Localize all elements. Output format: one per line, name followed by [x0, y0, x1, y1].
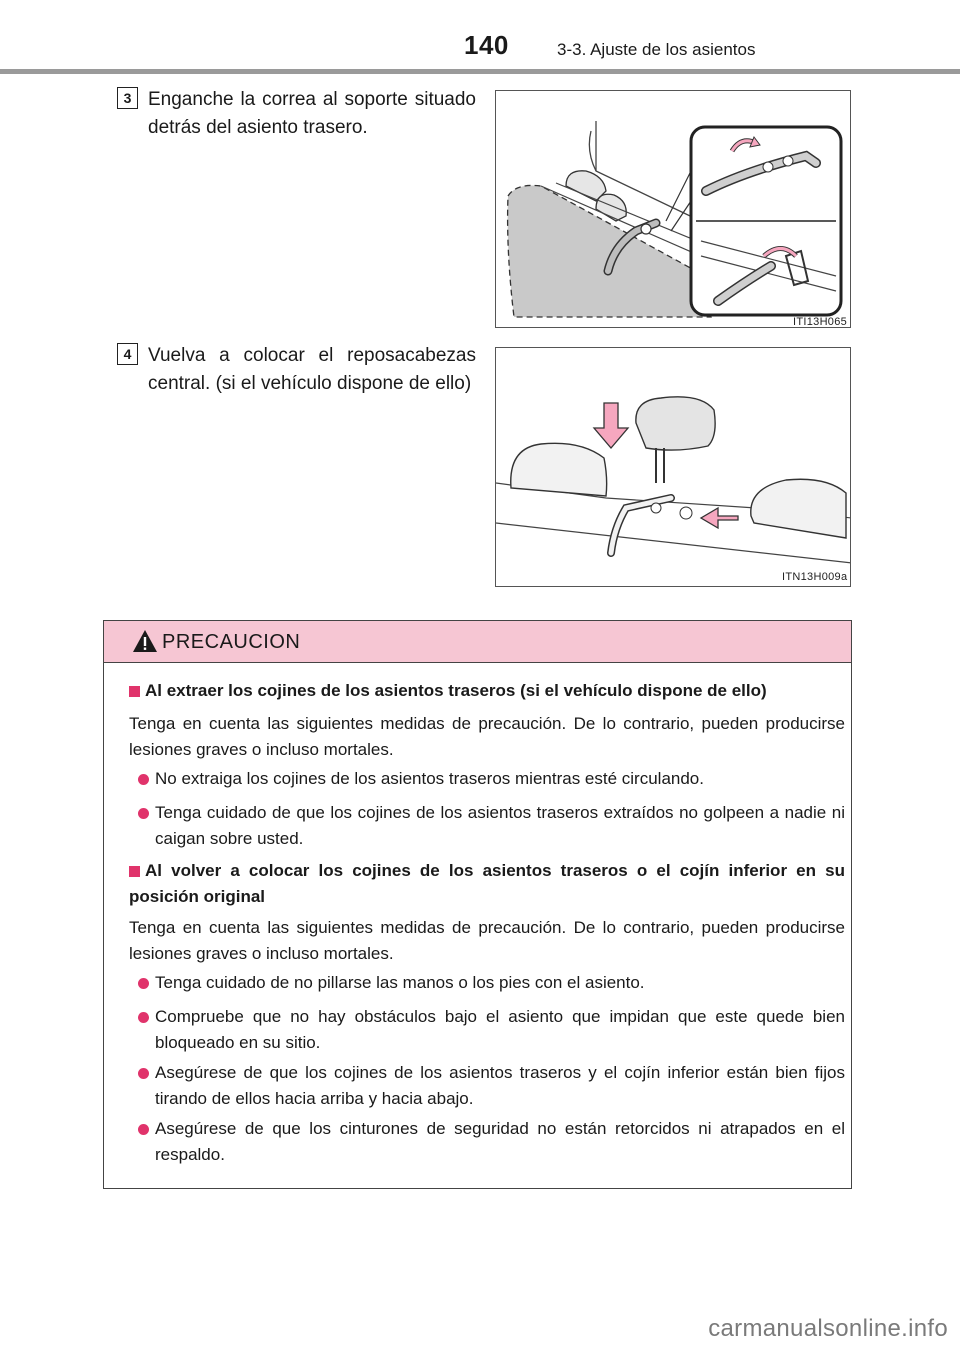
caution-bullet-1-1: No extraiga los cojines de los asientos traseros mientras esté circulando.	[155, 769, 704, 788]
section-title: 3-3. Ajuste de los asientos	[557, 40, 756, 59]
caution-header	[104, 621, 851, 663]
caution-bullet-2-4: Asegúrese de que los cinturones de seguridad no están retorcidos ni atrapados en el respaldo.	[155, 1119, 845, 1164]
caution-heading-2: Al volver a colocar los cojines de los asientos traseros o el cojín inferior en su posición original	[129, 861, 845, 906]
caution-bullet-1-2: Tenga cuidado de que los cojines de los asientos traseros extraídos no golpeen a nadie ni caigan sobre usted.	[155, 803, 845, 848]
page-number: 140	[464, 30, 509, 60]
caution-heading-1: Al extraer los cojines de los asientos traseros (si el vehículo dispone de ello)	[145, 681, 767, 700]
circle-bullet-icon	[138, 1124, 149, 1135]
caution-intro-1: Tenga en cuenta las siguientes medidas de precaución. De lo contrario, pueden producirse lesiones graves o incluso mortales.	[129, 714, 845, 759]
caution-box	[103, 620, 852, 1189]
watermark: carmanualsonline.info	[708, 1315, 948, 1342]
page-header	[0, 0, 960, 76]
figure-code-2: ITN13H009a	[782, 571, 848, 583]
square-bullet-icon	[129, 686, 140, 697]
circle-bullet-icon	[138, 1068, 149, 1079]
step-4-text: Vuelva a colocar el reposacabezas central. (si el vehículo dispone de ello)	[148, 345, 476, 394]
circle-bullet-icon	[138, 774, 149, 785]
step-badge-4: 4	[117, 343, 138, 365]
figure-headrest	[495, 347, 851, 587]
step-3-text: Enganche la correa al soporte situado detrás del asiento trasero.	[148, 89, 476, 138]
caution-bullet-2-3: Asegúrese de que los cojines de los asientos traseros y el cojín inferior están bien fijos tirando de ellos hacia arriba y hacia abajo.	[155, 1063, 845, 1108]
caution-intro-2: Tenga en cuenta las siguientes medidas de precaución. De lo contrario, pueden producirse lesiones graves o incluso mortales.	[129, 918, 845, 963]
headrest-illustration	[496, 348, 851, 587]
circle-bullet-icon	[138, 978, 149, 989]
caution-title: PRECAUCION	[162, 631, 301, 653]
header-rule	[0, 69, 960, 74]
caution-bullet-2-2: Compruebe que no hay obstáculos bajo el asiento que impidan que este quede bien bloqueado en su sitio.	[155, 1007, 845, 1052]
warning-triangle-icon	[132, 629, 158, 653]
step-badge-3: 3	[117, 87, 138, 109]
caution-bullet-2-1: Tenga cuidado de no pillarse las manos o los pies con el asiento.	[155, 973, 645, 992]
circle-bullet-icon	[138, 808, 149, 819]
figure-strap-hook	[495, 90, 851, 328]
strap-hook-illustration	[496, 91, 851, 328]
circle-bullet-icon	[138, 1012, 149, 1023]
figure-code-1: ITI13H065	[793, 316, 848, 328]
